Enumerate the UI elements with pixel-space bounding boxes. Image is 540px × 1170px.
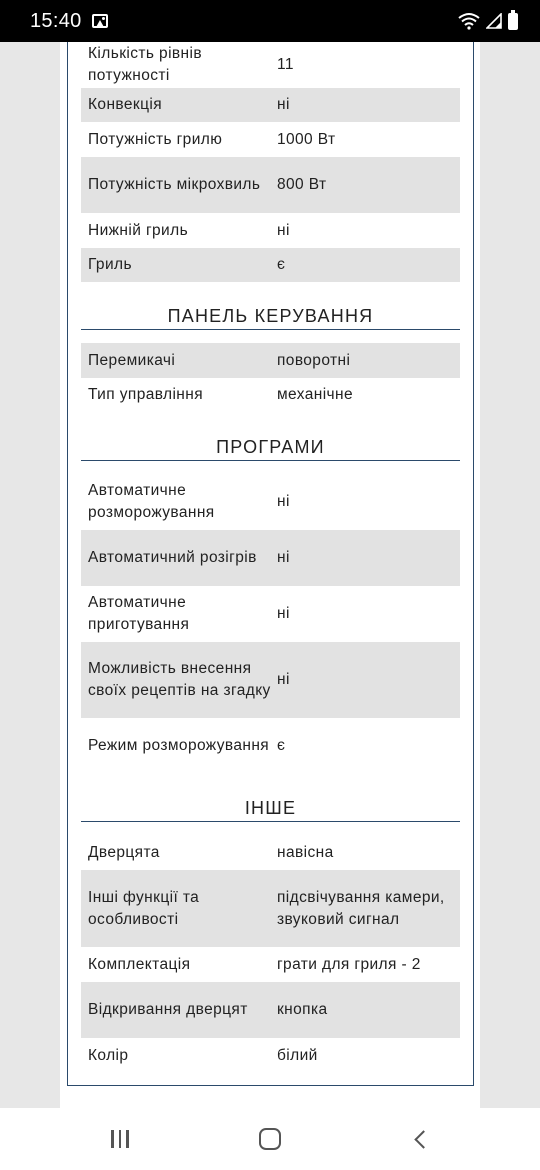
table-row — [81, 122, 460, 157]
table-row — [81, 88, 460, 122]
back-button[interactable] — [400, 1124, 440, 1154]
table-row — [81, 42, 460, 88]
spec-value: кнопка — [277, 1001, 328, 1018]
spec-label: Потужність грилю — [88, 130, 223, 148]
spec-label: Автоматичний розігрів — [88, 549, 257, 566]
spec-value: підсвічування камери, звуковий сигнал — [277, 888, 445, 928]
spec-label: Колір — [88, 1046, 129, 1064]
spec-value: білий — [277, 1046, 318, 1064]
table-row — [81, 474, 460, 530]
spec-value: ні — [277, 549, 290, 566]
spec-value: ні — [277, 221, 290, 239]
spec-value: 800 Вт — [277, 176, 327, 193]
spec-label: Конвекція — [88, 96, 162, 113]
status-icons — [458, 12, 518, 30]
table-row — [81, 718, 460, 774]
spec-value: механічне — [277, 386, 353, 403]
table-row — [81, 870, 460, 947]
spec-value: навісна — [277, 844, 334, 861]
spec-label: Комплектація — [88, 955, 191, 973]
spec-label: Перемикачі — [88, 351, 176, 369]
section-title-other: ІНШЕ — [81, 798, 460, 822]
table-row — [81, 343, 460, 378]
spec-label: Дверцята — [88, 844, 160, 861]
table-row — [81, 530, 460, 586]
table-row — [81, 586, 460, 642]
wifi-icon — [458, 12, 480, 30]
spec-value: 11 — [277, 56, 294, 73]
table-row — [81, 213, 460, 248]
spec-label: Автоматичне розморожування — [88, 482, 215, 521]
table-row — [81, 982, 460, 1038]
spec-label: Режим розморожування — [88, 737, 270, 754]
table-row — [81, 248, 460, 282]
spec-label: Потужність мікрохвиль — [88, 176, 261, 193]
table-row — [81, 157, 460, 213]
home-icon — [259, 1128, 281, 1150]
spec-value: є — [277, 256, 286, 273]
status-time: 15:40 — [30, 9, 82, 32]
spec-label: Гриль — [88, 256, 132, 273]
spec-label: Тип управління — [88, 386, 204, 403]
recent-apps-button[interactable] — [100, 1124, 140, 1154]
spec-label: Інші функції та особливості — [88, 888, 200, 928]
section-title-control-panel: ПАНЕЛЬ КЕРУВАННЯ — [81, 306, 460, 330]
spec-label: Кількість рівнів потужності — [88, 45, 202, 84]
spec-value: ні — [277, 96, 290, 113]
spec-value: ні — [277, 493, 290, 510]
spec-label: Відкривання дверцят — [88, 1001, 248, 1018]
status-bar — [0, 0, 540, 42]
spec-table-control-panel — [81, 343, 460, 412]
system-nav-bar — [0, 1108, 540, 1170]
battery-icon — [508, 13, 518, 30]
signal-icon — [486, 13, 502, 29]
section-title-programs: ПРОГРАМИ — [81, 437, 460, 461]
back-icon — [414, 1130, 432, 1148]
spec-table-other — [81, 836, 460, 1073]
table-row — [81, 1038, 460, 1073]
spec-value: ні — [277, 671, 290, 688]
recent-apps-icon — [111, 1130, 129, 1148]
spec-value: ні — [277, 605, 290, 622]
home-button[interactable] — [250, 1124, 290, 1154]
spec-value: 1000 Вт — [277, 130, 336, 148]
spec-table-general — [81, 42, 460, 282]
spec-value: грати для гриля - 2 — [277, 955, 421, 973]
spec-label: Можливість внесення своїх рецептів на згадку — [88, 660, 271, 699]
table-row — [81, 642, 460, 718]
table-row — [81, 378, 460, 412]
gallery-notification-icon — [92, 14, 108, 28]
spec-value: поворотні — [277, 351, 351, 369]
spec-label: Автоматичне приготування — [88, 594, 190, 633]
spec-table-programs — [81, 474, 460, 774]
spec-value: є — [277, 737, 286, 754]
table-row — [81, 947, 460, 982]
table-row — [81, 836, 460, 870]
spec-label: Нижній гриль — [88, 221, 189, 239]
